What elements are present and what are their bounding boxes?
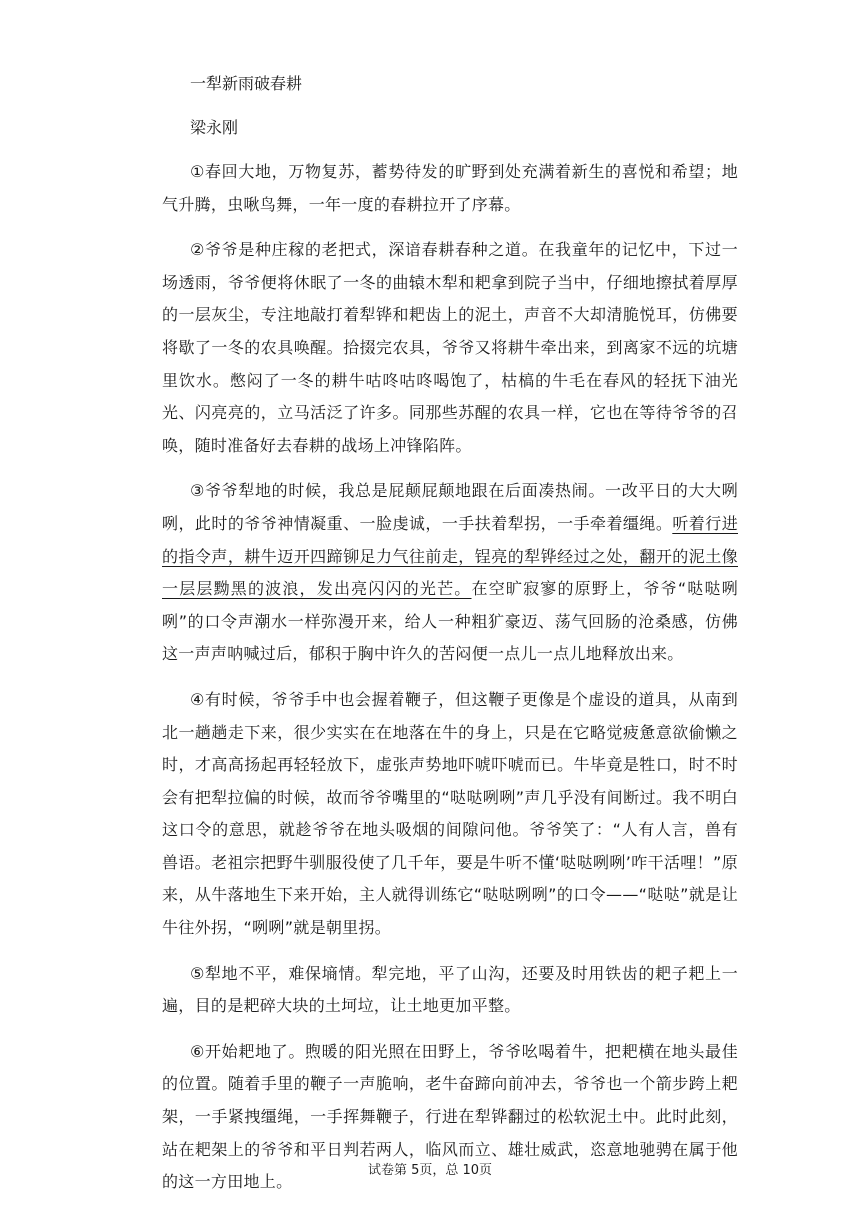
article-title: 一犁新雨破春耕: [190, 74, 303, 93]
paragraph-2: ②爷爷是种庄稼的老把式，深谙春耕春种之道。在我童年的记忆中，下过一场透雨，爷爷便将休眠了一冬的曲辕木犁和耙拿到院子当中，仔细地擦拭着厚厚的一层灰尘，专注地敲打着犁铧和耙齿上的泥土，声音不大却清脆悦耳，仿佛要将歇了一冬的农具唤醒。拾掇完农具，爷爷又将耕牛牵出来，到离家不远的坑塘里饮水。憋闷了一冬的耕牛咕咚咕咚喝饱了，枯槁的牛毛在春风的轻抚下油光光、闪亮亮的，立马活泛了许多。同那些苏醒的农具一样，它也在等待爷爷的召唤，随时准备好去春耕的战场上冲锋陷阵。: [162, 240, 738, 455]
paragraph-1: ①春回大地，万物复苏，蓄势待发的旷野到处充满着新生的喜悦和希望；地气升腾，虫啾鸟舞，一年一度的春耕拉开了序幕。: [162, 162, 738, 214]
paragraph-4: ④有时候，爷爷手中也会握着鞭子，但这鞭子更像是个虚设的道具，从南到北一趟趟走下来，很少实实在在地落在牛的身上，只是在它略觉疲惫意欲偷懒之时，才高高扬起再轻轻放下，虚张声势地吓唬吓唬而已。牛毕竟是牲口，时不时会有把犁拉偏的时候，故而爷爷嘴里的“哒哒咧咧”声几乎没有间断过。我不明白这口令的意思，就趁爷爷在地头吸烟的间隙问他。爷爷笑了：“人有人言，兽有兽语。老祖宗把野牛驯服役使了几千年，要是牛听不懂‘哒哒咧咧’咋干活哩！”原来，从牛落地生下来开始，主人就得训练它“哒哒咧咧”的口令——“哒哒”就是让牛往外拐，“咧咧”就是朝里拐。: [162, 689, 738, 938]
paragraph-3-after: 在空旷寂寥的原野上，爷爷“哒哒咧咧”的口令声潮水一样弥漫开来，给人一种粗犷豪迈、荡气回肠的沧桑感，仿佛这一声声呐喊过后，郁积于胸中许久的苦闷便一点儿一点儿地释放出来。: [162, 579, 738, 664]
paragraph-3-before: ③爷爷犁地的时候，我总是屁颠屁颠地跟在后面凑热闹。一改平日的大大咧咧，此时的爷爷神情凝重、一脸虔诚，一手扶着犁拐，一手牵着缰绳。: [162, 481, 738, 533]
underlined-sentence: 听着行进的指令声，耕牛迈开四蹄铆足力气往前走，锃亮的犁铧经过之处，翻开的泥土像一层层黝黑的波浪，发出亮闪闪的光芒。: [162, 513, 738, 599]
article: [162, 68, 738, 1212]
article-author: 梁永刚: [190, 118, 239, 137]
paragraph-6: ⑥开始耙地了。煦暖的阳光照在田野上，爷爷吆喝着牛，把耙横在地头最佳的位置。随着手里的鞭子一声脆响，老牛奋蹄向前冲去，爷爷也一个箭步跨上耙架，一手紧拽缰绳，一手挥舞鞭子，行进在犁铧翻过的松软泥土中。此时此刻，站在耙架上的爷爷和平日判若两人，临风而立、雄壮威武，恣意地驰骋在属于他的这一方田地上。: [162, 1041, 738, 1192]
page-footer: 试卷第 5页，总 10页: [367, 1163, 493, 1178]
paragraph-3: [162, 475, 738, 671]
paragraph-5: ⑤犁地不平，难保墒情。犁完地，平了山沟，还要及时用铁齿的耙子耙上一遍，目的是耙碎大块的土坷垃，让土地更加平整。: [162, 963, 738, 1016]
